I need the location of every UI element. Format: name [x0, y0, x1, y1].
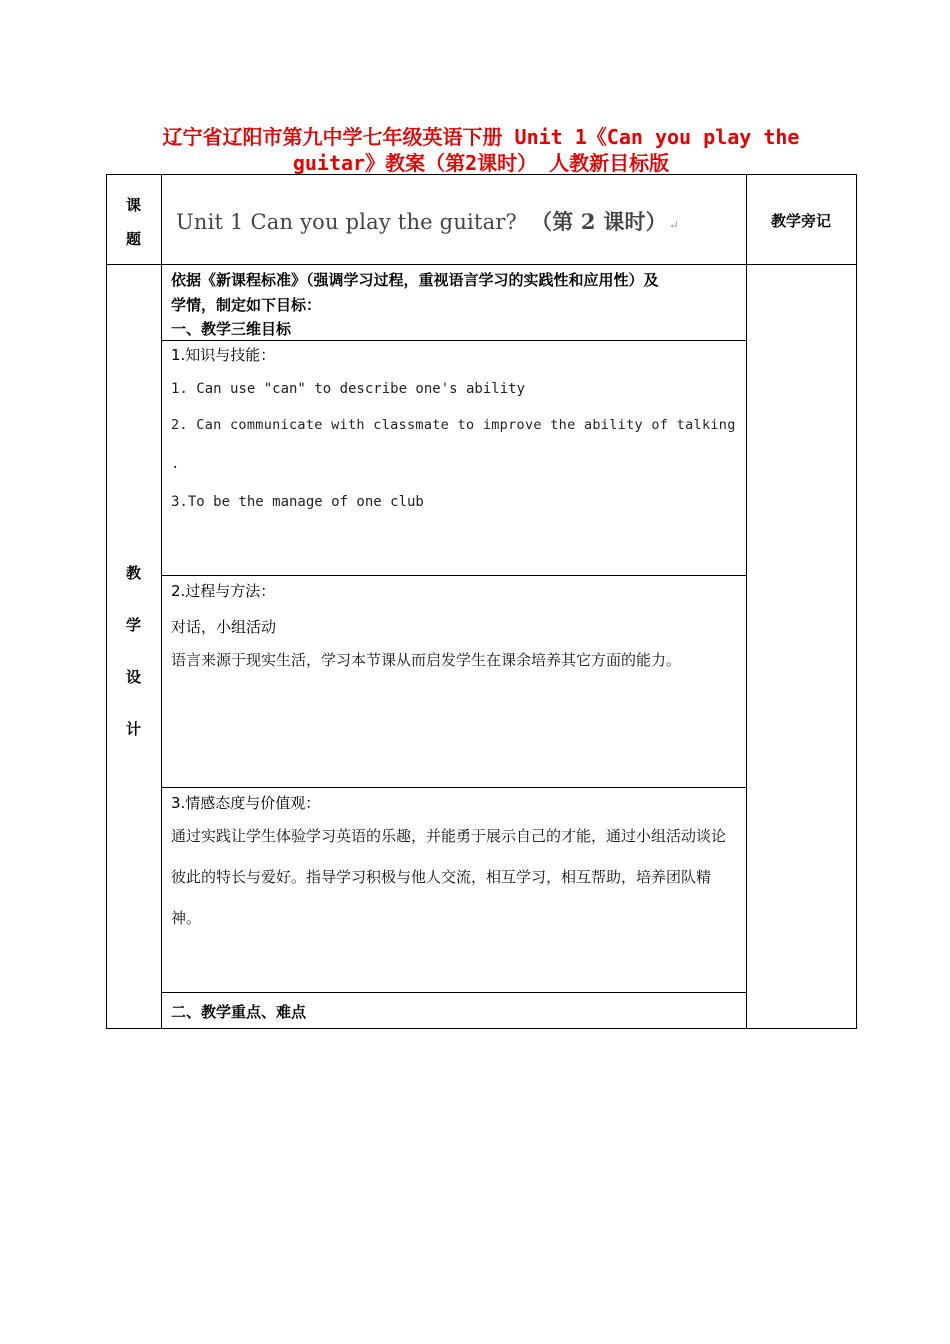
design-label-3: 设 [125, 668, 141, 686]
document-title [106, 124, 856, 176]
divider-attitude [161, 787, 746, 788]
intro-line-2: 学情，制定如下目标： [171, 296, 322, 314]
divider-process [161, 575, 746, 576]
unit-title-en: Unit 1 Can you play the guitar? [176, 210, 518, 234]
intro-line-1: 依据《新课程标准》（强调学习过程，重视语言学习的实践性和应用性）及 [171, 271, 659, 289]
topic-label-bottom: 题 [125, 230, 141, 248]
knowledge-heading: 1.知识与技能： [171, 346, 276, 364]
unit-title [176, 206, 679, 236]
process-heading: 2.过程与方法： [171, 582, 276, 600]
design-label-4: 计 [125, 720, 141, 738]
process-line-2: 语言来源于现实生活，学习本节课从而启发学生在课余培养其它方面的能力。 [171, 651, 682, 669]
divider-row-header [106, 264, 857, 265]
teaching-notes-label: 教学旁记 [770, 212, 831, 230]
design-label-2: 学 [125, 616, 141, 634]
design-label-1: 教 [125, 564, 141, 582]
unit-title-cn: （第 2 课时） [531, 209, 667, 234]
knowledge-item-2: 2. Can communicate with classmate to improve the ability of talking [171, 417, 736, 433]
attitude-heading: 3.情感态度与价值观： [171, 794, 321, 812]
divider-col-2 [746, 174, 747, 1029]
attitude-body: 通过实践让学生体验学习英语的乐趣，并能勇于展示自己的才能，通过小组活动谈论彼此的特长与爱好。指导学习积极与他人交流，相互学习，相互帮助，培养团队精神。 [171, 827, 727, 927]
process-line-1: 对话，小组活动 [171, 618, 277, 636]
knowledge-item-2-dot: . [171, 456, 180, 472]
divider-knowledge [161, 340, 746, 341]
title-line-2: guitar》教案（第2课时） 人教新目标版 [292, 151, 670, 175]
section1-heading: 一、教学三维目标 [171, 320, 292, 338]
section2-heading: 二、教学重点、难点 [171, 1003, 307, 1021]
title-line-1: 辽宁省辽阳市第九中学七年级英语下册 Unit 1《Can you play the [162, 125, 800, 149]
knowledge-item-1: 1. Can use "can" to describe one's ability [171, 381, 526, 397]
topic-label-top: 课 [125, 196, 141, 214]
knowledge-item-3: 3.To be the manage of one club [171, 494, 424, 510]
divider-col-1 [161, 174, 162, 1029]
paragraph-mark-icon: ↵ [668, 218, 680, 232]
divider-section2 [161, 992, 746, 993]
